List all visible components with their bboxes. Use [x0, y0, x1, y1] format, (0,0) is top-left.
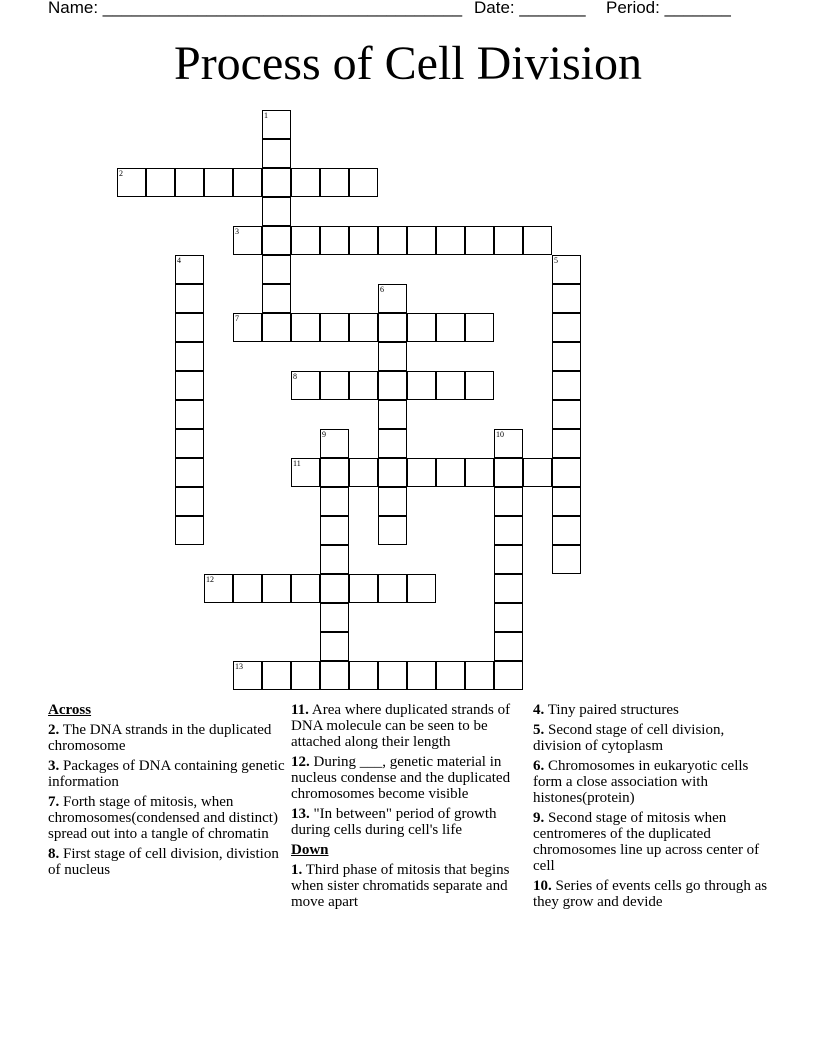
crossword-cell[interactable]	[291, 661, 320, 690]
crossword-cell[interactable]	[552, 284, 581, 313]
crossword-cell[interactable]	[465, 371, 494, 400]
crossword-cell[interactable]	[262, 139, 291, 168]
clue-number: 8.	[48, 846, 60, 862]
crossword-cell[interactable]	[465, 458, 494, 487]
clue-text: Second stage of cell division, division of cytoplasm	[533, 722, 725, 754]
crossword-cell[interactable]	[407, 371, 436, 400]
crossword-cell[interactable]	[233, 168, 262, 197]
crossword-cell[interactable]	[349, 226, 378, 255]
clue-number-label: 10	[496, 430, 504, 439]
crossword-cell[interactable]	[291, 168, 320, 197]
crossword-cell[interactable]	[552, 313, 581, 342]
crossword-cell[interactable]	[262, 313, 291, 342]
down-heading: Down	[291, 842, 329, 858]
crossword-cell[interactable]	[204, 168, 233, 197]
crossword-cell[interactable]	[552, 487, 581, 516]
clue-text: First stage of cell division, divistion of nucleus	[48, 846, 279, 878]
crossword-cell[interactable]	[552, 458, 581, 487]
crossword-cell[interactable]	[320, 458, 349, 487]
clues-column-2	[291, 702, 521, 914]
crossword-cell[interactable]	[494, 226, 523, 255]
crossword-cell[interactable]	[552, 342, 581, 371]
crossword-cell[interactable]	[175, 313, 204, 342]
crossword-cell[interactable]	[378, 574, 407, 603]
crossword-cell[interactable]	[436, 226, 465, 255]
crossword-cell[interactable]	[233, 574, 262, 603]
crossword-cell[interactable]	[436, 661, 465, 690]
crossword-cell[interactable]	[262, 168, 291, 197]
clue-text: During ___, genetic material in nucleus condense and the duplicated chromosomes become visible	[291, 754, 511, 802]
crossword-cell[interactable]	[175, 284, 204, 313]
crossword-cell[interactable]	[175, 371, 204, 400]
crossword-cell[interactable]	[436, 458, 465, 487]
clues-column-1	[48, 702, 288, 882]
clue-text: Series of events cells go through as they grow and devide	[533, 878, 768, 910]
crossword-cell[interactable]	[378, 226, 407, 255]
crossword-cell[interactable]	[320, 371, 349, 400]
clue-item	[291, 806, 521, 838]
crossword-cell[interactable]	[407, 574, 436, 603]
crossword-cell[interactable]	[552, 516, 581, 545]
crossword-cell[interactable]	[320, 487, 349, 516]
crossword-cell[interactable]	[407, 458, 436, 487]
period-field-label[interactable]: Period: _______	[606, 0, 731, 17]
clue-number: 2.	[48, 722, 60, 738]
clue-number: 5.	[533, 722, 545, 738]
crossword-cell[interactable]	[407, 313, 436, 342]
clue-item	[533, 878, 773, 910]
clue-item	[291, 702, 521, 750]
crossword-cell[interactable]	[436, 313, 465, 342]
clue-number-label: 12	[206, 575, 214, 584]
clue-text: Forth stage of mitosis, when chromosomes(condensed and distinct) spread out into a tangle of chromatin	[48, 794, 278, 842]
crossword-cell[interactable]	[262, 574, 291, 603]
clue-number: 9.	[533, 810, 545, 826]
crossword-cell[interactable]	[407, 226, 436, 255]
crossword-cell[interactable]	[378, 487, 407, 516]
clues-column-3	[533, 702, 773, 914]
clue-text: Tiny paired structures	[544, 702, 679, 718]
crossword-cell[interactable]	[320, 545, 349, 574]
clue-number: 1.	[291, 862, 303, 878]
clue-number: 13.	[291, 806, 310, 822]
crossword-cell[interactable]	[175, 168, 204, 197]
crossword-cell[interactable]	[552, 371, 581, 400]
crossword-cell[interactable]	[320, 574, 349, 603]
crossword-cell[interactable]	[320, 661, 349, 690]
crossword-cell[interactable]	[291, 226, 320, 255]
clue-number: 12.	[291, 754, 310, 770]
crossword-cell[interactable]	[175, 429, 204, 458]
clue-text: Second stage of mitosis when centromeres of the duplicated chromosomes line up across center of cell	[533, 810, 760, 874]
clue-text: Packages of DNA containing genetic information	[48, 758, 285, 790]
crossword-cell[interactable]	[320, 632, 349, 661]
clue-number: 10.	[533, 878, 552, 894]
crossword-cell[interactable]	[262, 255, 291, 284]
clue-number: 3.	[48, 758, 60, 774]
clue-number: 6.	[533, 758, 545, 774]
crossword-cell[interactable]	[494, 632, 523, 661]
clue-number-label: 4	[177, 256, 181, 265]
crossword-cell[interactable]	[349, 313, 378, 342]
crossword-cell[interactable]	[349, 661, 378, 690]
crossword-cell[interactable]	[378, 400, 407, 429]
clue-item	[48, 846, 288, 878]
clue-item	[291, 862, 521, 910]
crossword-cell[interactable]	[175, 400, 204, 429]
crossword-cell[interactable]	[494, 574, 523, 603]
crossword-cell[interactable]	[320, 226, 349, 255]
crossword-cell[interactable]	[378, 458, 407, 487]
crossword-cell[interactable]	[494, 661, 523, 690]
clue-number-label: 8	[293, 372, 297, 381]
crossword-cell[interactable]	[291, 574, 320, 603]
crossword-cell[interactable]	[146, 168, 175, 197]
crossword-cell[interactable]	[320, 313, 349, 342]
clue-number-label: 5	[554, 256, 558, 265]
crossword-cell[interactable]	[320, 516, 349, 545]
crossword-cell[interactable]	[175, 458, 204, 487]
clue-item	[48, 722, 288, 754]
clue-number-label: 3	[235, 227, 239, 236]
clue-text: Third phase of mitosis that begins when sister chromatids separate and move apart	[291, 862, 510, 910]
crossword-cell[interactable]	[465, 226, 494, 255]
crossword-cell[interactable]	[465, 661, 494, 690]
crossword-cell[interactable]	[523, 458, 552, 487]
crossword-cell[interactable]	[291, 313, 320, 342]
crossword-cell[interactable]	[349, 168, 378, 197]
crossword-cell[interactable]	[494, 458, 523, 487]
clue-item	[291, 754, 521, 802]
crossword-cell[interactable]	[175, 487, 204, 516]
clue-number-label: 1	[264, 111, 268, 120]
across-heading: Across	[48, 702, 92, 718]
clue-number-label: 11	[293, 459, 301, 468]
crossword-cell[interactable]	[552, 429, 581, 458]
clue-number: 7.	[48, 794, 60, 810]
clue-text: "In between" period of growth during cells during cell's life	[291, 806, 497, 838]
crossword-cell[interactable]	[262, 226, 291, 255]
clue-number: 4.	[533, 702, 545, 718]
crossword-cell[interactable]	[494, 545, 523, 574]
crossword-cell[interactable]	[465, 313, 494, 342]
crossword-cell[interactable]	[523, 226, 552, 255]
crossword-cell[interactable]	[262, 661, 291, 690]
crossword-cell[interactable]	[378, 371, 407, 400]
clue-item	[533, 702, 773, 718]
clue-item	[533, 758, 773, 806]
clue-text: Chromosomes in eukaryotic cells form a close association with histones(protein)	[533, 758, 749, 806]
crossword-cell[interactable]	[378, 342, 407, 371]
crossword-cell[interactable]	[378, 661, 407, 690]
clue-number-label: 6	[380, 285, 384, 294]
crossword-cell[interactable]	[552, 545, 581, 574]
clue-text: The DNA strands in the duplicated chromosome	[48, 722, 272, 754]
crossword-cell[interactable]	[494, 487, 523, 516]
crossword-cell[interactable]	[320, 603, 349, 632]
crossword-cell[interactable]	[349, 371, 378, 400]
crossword-cell[interactable]	[494, 516, 523, 545]
crossword-cell[interactable]	[262, 284, 291, 313]
crossword-cell[interactable]	[349, 458, 378, 487]
crossword-cell[interactable]	[436, 371, 465, 400]
clue-item	[48, 758, 288, 790]
crossword-cell[interactable]	[175, 342, 204, 371]
crossword-cell[interactable]	[378, 313, 407, 342]
clue-number-label: 2	[119, 169, 123, 178]
name-field-label[interactable]: Name: ______________________________________	[48, 0, 463, 17]
crossword-cell[interactable]	[378, 516, 407, 545]
clue-number-label: 13	[235, 662, 243, 671]
date-field-label[interactable]: Date: _______	[474, 0, 586, 17]
clue-item	[48, 794, 288, 842]
clue-text: Area where duplicated strands of DNA molecule can be seen to be attached along their length	[291, 702, 511, 750]
clue-number-label: 7	[235, 314, 239, 323]
crossword-cell[interactable]	[378, 429, 407, 458]
crossword-cell[interactable]	[407, 661, 436, 690]
crossword-cell[interactable]	[320, 168, 349, 197]
clue-item	[533, 810, 773, 874]
clue-number: 11.	[291, 702, 309, 718]
page-title: Process of Cell Division	[174, 37, 642, 90]
crossword-cell[interactable]	[175, 516, 204, 545]
crossword-cell[interactable]	[552, 400, 581, 429]
crossword-cell[interactable]	[494, 603, 523, 632]
clue-item	[533, 722, 773, 754]
clue-number-label: 9	[322, 430, 326, 439]
crossword-cell[interactable]	[349, 574, 378, 603]
crossword-cell[interactable]	[262, 197, 291, 226]
